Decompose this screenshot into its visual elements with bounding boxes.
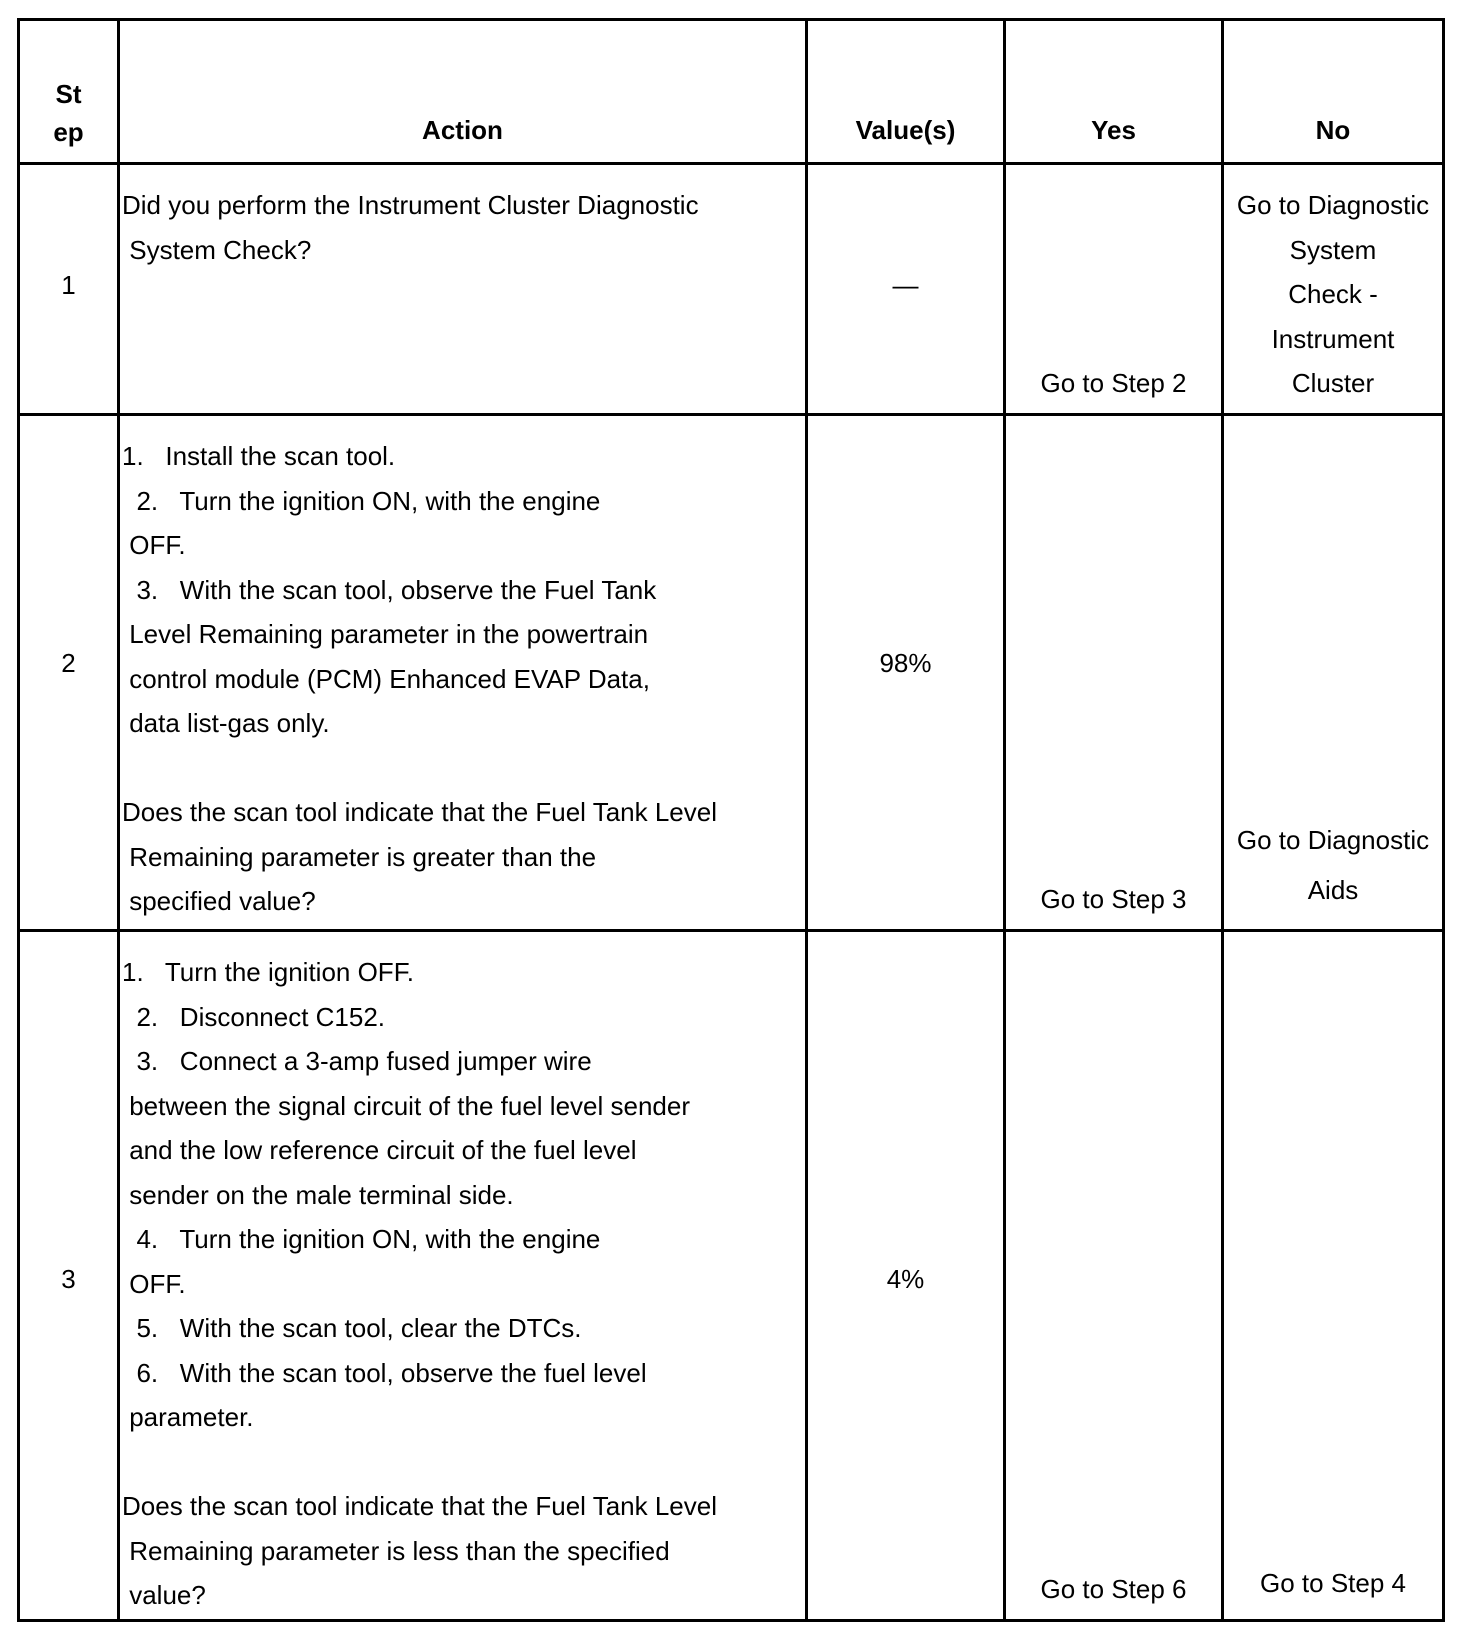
value-text: 4% bbox=[886, 1264, 925, 1294]
yes-cell bbox=[1005, 415, 1223, 931]
no-cell bbox=[1223, 415, 1444, 931]
header-yes-cell bbox=[1005, 20, 1223, 164]
action-text: 1. Turn the ignition OFF. 2. Disconnect C152. 3. Connect a 3-amp fused jumper wire between the signal circuit of the fuel level sender and the low reference circuit of the fuel level sender on the male terminal side. 4. Turn the ignition ON, with the engine OFF. 5. With the scan tool, clear the DTCs. 6. With the scan tool, observe the fuel level parameter. Does the scan tool indicate that the Fuel Tank Level Remaining parameter is less than the specified value? bbox=[122, 957, 718, 1610]
header-values-cell bbox=[807, 20, 1005, 164]
step-number: 3 bbox=[61, 1264, 76, 1294]
table-header-row bbox=[19, 20, 1444, 164]
table-row bbox=[19, 415, 1444, 931]
step-number: 2 bbox=[61, 648, 76, 678]
header-values: Value(s) bbox=[855, 115, 956, 145]
action-cell bbox=[119, 164, 807, 415]
table-row bbox=[19, 931, 1444, 1621]
action-cell bbox=[119, 931, 807, 1621]
no-text: Go to Step 4 bbox=[1260, 1567, 1406, 1598]
no-text: Go to Diagnostic Aids bbox=[1236, 825, 1430, 905]
yes-cell bbox=[1005, 164, 1223, 415]
header-step-cell bbox=[19, 20, 119, 164]
step-number: 1 bbox=[61, 270, 76, 300]
step-cell bbox=[19, 931, 119, 1621]
yes-text: Go to Step 3 bbox=[1040, 884, 1187, 914]
value-text: — bbox=[892, 270, 919, 300]
header-no: No bbox=[1315, 115, 1351, 145]
no-cell bbox=[1223, 931, 1444, 1621]
diagnostic-table bbox=[17, 18, 1445, 1622]
yes-text: Go to Step 6 bbox=[1040, 1574, 1187, 1604]
value-cell bbox=[807, 164, 1005, 415]
step-cell bbox=[19, 415, 119, 931]
action-text: Did you perform the Instrument Cluster Diagnostic System Check? bbox=[122, 190, 699, 265]
value-cell bbox=[807, 931, 1005, 1621]
yes-cell bbox=[1005, 931, 1223, 1621]
header-action-cell bbox=[119, 20, 807, 164]
yes-text: Go to Step 2 bbox=[1040, 368, 1187, 398]
value-cell bbox=[807, 415, 1005, 931]
step-cell bbox=[19, 164, 119, 415]
action-cell bbox=[119, 415, 807, 931]
value-text: 98% bbox=[879, 648, 932, 678]
table-row bbox=[19, 164, 1444, 415]
header-action: Action bbox=[422, 115, 503, 145]
header-step: St ep bbox=[53, 79, 84, 147]
header-yes: Yes bbox=[1091, 115, 1136, 145]
header-no-cell bbox=[1223, 20, 1444, 164]
no-cell bbox=[1223, 164, 1444, 415]
no-text: Go to Diagnostic System Check - Instrument Cluster bbox=[1236, 190, 1430, 398]
action-text: 1. Install the scan tool. 2. Turn the ignition ON, with the engine OFF. 3. With the scan tool, observe the Fuel Tank Level Remaining parameter in the powertrain control module (PCM) Enhanced EVAP Data, data list-gas only. Does the scan tool indicate that the Fuel Tank Level Remaining parameter is greater than the specified value? bbox=[122, 441, 718, 916]
